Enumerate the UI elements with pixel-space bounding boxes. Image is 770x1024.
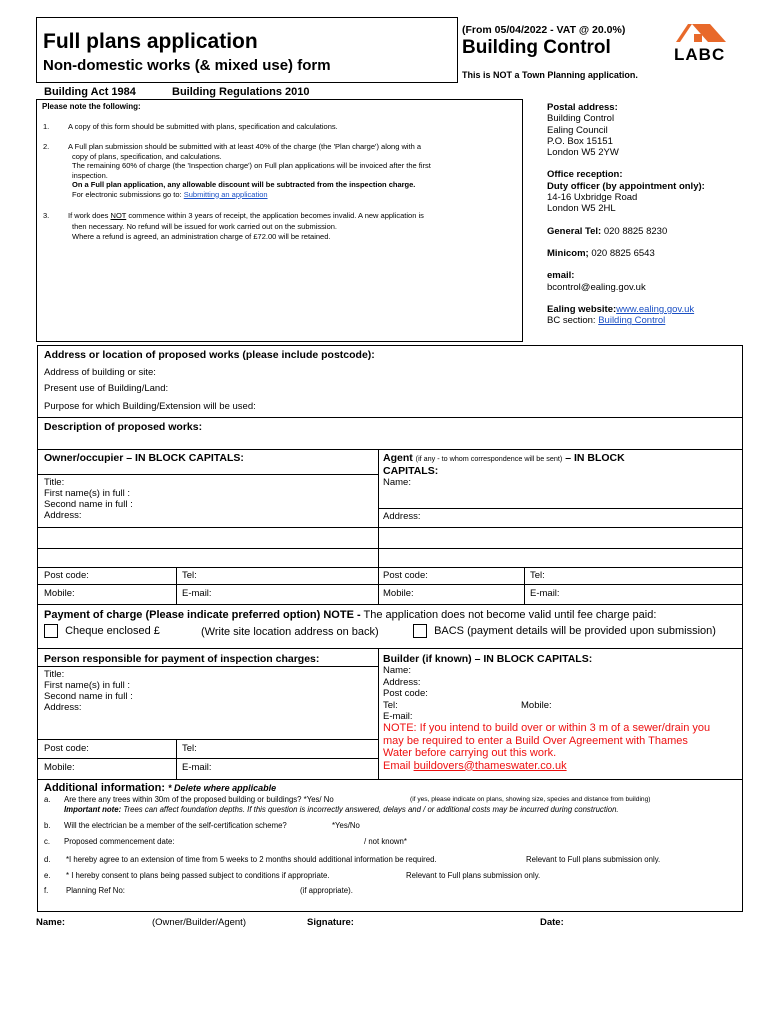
agent-heading-a: Agent [383, 452, 413, 464]
minicom-label: Minicom; [547, 247, 589, 259]
question-d-label: d. [44, 855, 51, 864]
warning-line: may be required to enter a Build Over Agreement with Thames [383, 734, 688, 747]
bc-section [547, 315, 747, 326]
site-address-field[interactable]: Address of building or site: [44, 367, 156, 378]
note-2-line4: inspection. [72, 170, 108, 180]
builder-email-field[interactable]: E-mail: [383, 711, 413, 722]
question-c-options[interactable]: / not known* [364, 837, 407, 846]
note-3-line3: Where a refund is agreed, an administration charge of £72.00 will be retained. [72, 232, 331, 241]
cheque-option[interactable] [44, 624, 160, 638]
note-2-line3: The remaining 60% of charge (the 'Inspection charge') on Full plan applications will be invoiced after the first [72, 161, 431, 170]
question-a-label: a. [44, 795, 51, 804]
note-3-num: 3. [43, 211, 50, 220]
warning-line: NOTE: If you intend to build over or within 3 m of a sewer/drain you [383, 722, 711, 734]
website-link[interactable]: www.ealing.gov.uk [616, 303, 695, 315]
note-2-electronic-text: For electronic submissions go to: [72, 189, 182, 199]
labc-logo [672, 20, 734, 64]
agent-email-field[interactable]: E-mail: [530, 588, 560, 599]
tel-label: General Tel: [547, 225, 602, 237]
agent-tel-field[interactable]: Tel: [530, 570, 545, 581]
owner-title-field[interactable]: Title: [44, 477, 65, 488]
general-tel [547, 226, 747, 237]
bc-section-label: BC section: [547, 315, 596, 327]
office-heading: Office reception: [547, 169, 623, 181]
contact-panel [547, 102, 747, 326]
owner-first-name-field[interactable]: First name(s) in full : [44, 488, 131, 499]
note-3-line1 [68, 211, 518, 222]
postal-line: London W5 2YW [547, 147, 619, 159]
postal-heading: Postal address: [547, 102, 618, 113]
question-e-label: e. [44, 871, 51, 880]
form-title: Full plans application [43, 30, 258, 53]
builder-postcode-field[interactable]: Post code: [383, 688, 428, 699]
owner-address-field[interactable]: Address: [44, 510, 82, 521]
agent-name-field[interactable]: Name: [383, 477, 411, 488]
warning-line: Water before carrying out this work. [383, 747, 557, 759]
building-regs: Building Regulations 2010 [172, 86, 310, 98]
payment-heading [44, 609, 656, 621]
sewer-warning [383, 722, 741, 772]
purpose-field[interactable]: Purpose for which Building/Extension will be used: [44, 401, 256, 412]
duty-heading: Duty officer (by appointment only): [547, 180, 705, 192]
notes-heading: Please note the following: [42, 102, 141, 111]
postal-line: Building Control [547, 113, 615, 125]
footer-signature-field[interactable]: Signature: [307, 917, 354, 928]
note-2-line2: copy of plans, specification, and calculations. [72, 151, 222, 161]
bacs-checkbox[interactable] [413, 624, 427, 638]
builder-details [383, 665, 738, 723]
additional-heading [44, 782, 276, 794]
question-c-text: Proposed commencement date: [64, 837, 175, 846]
cheque-label: Cheque enclosed £ [65, 624, 160, 637]
owner-mobile-field[interactable]: Mobile: [44, 588, 75, 599]
divider [524, 567, 525, 604]
department-title: Building Control [462, 37, 611, 58]
divider [37, 584, 743, 585]
footer-date-field[interactable]: Date: [540, 917, 564, 928]
responsible-title-field[interactable]: Title: [44, 669, 65, 680]
owner-email-field[interactable]: E-mail: [182, 588, 212, 599]
question-a-note: (if yes, please indicate on plans, showing size, species and distance from building) [410, 796, 651, 803]
email-value: bcontrol@ealing.gov.uk [547, 281, 646, 293]
builder-mobile-field[interactable]: Mobile: [521, 699, 552, 711]
question-a-important [64, 805, 619, 814]
question-c-label: c. [44, 837, 51, 846]
postal-line: P.O. Box 15151 [547, 135, 613, 147]
question-f-note: (if appropriate). [300, 886, 353, 895]
payment-note-text: The application does not become valid until fee charge paid: [363, 609, 657, 621]
thames-water-email-link[interactable]: buildovers@thameswater.co.uk [413, 759, 567, 772]
builder-tel-field[interactable]: Tel: [383, 699, 398, 711]
divider [37, 567, 743, 568]
additional-heading-note: * Delete where applicable [168, 783, 277, 793]
question-e-text[interactable]: * I hereby consent to plans being passed subject to conditions if appropriate. [66, 871, 330, 880]
responsible-tel-field[interactable]: Tel: [182, 743, 197, 754]
form-subtitle: Non-domestic works (& mixed use) form [43, 57, 331, 74]
divider [37, 474, 378, 475]
builder-address-field[interactable]: Address: [383, 676, 421, 688]
agent-heading-note: (if any - to whom correspondence will be sent) [415, 454, 563, 463]
builder-name-field[interactable]: Name: [383, 665, 411, 676]
cheque-note: (Write site location address on back) [201, 626, 379, 638]
owner-postcode-field[interactable]: Post code: [44, 570, 89, 581]
responsible-details [44, 669, 133, 713]
website [547, 304, 747, 315]
note-1-num: 1. [43, 122, 50, 131]
agent-address-field[interactable]: Address: [383, 511, 421, 522]
divider [378, 508, 743, 509]
payment-note-label: NOTE - [323, 609, 361, 621]
minicom [547, 248, 747, 259]
agent-mobile-field[interactable]: Mobile: [383, 588, 414, 599]
note-1-text: A copy of this form should be submitted with plans, specification and calculations. [68, 122, 338, 131]
website-label: Ealing website: [547, 303, 617, 315]
email-label: email: [547, 270, 575, 282]
planning-ref-field[interactable]: Planning Ref No: [66, 886, 125, 895]
important-label: Important note: [64, 805, 122, 814]
office-line: 14-16 Uxbridge Road [547, 192, 638, 204]
divider [37, 604, 743, 605]
note-3-line1-b: commence within 3 years of receipt, the application becomes invalid. A new application is [126, 211, 424, 220]
note-2-line1: A Full plan submission should be submitted with at least 40% of the charge (the 'Plan charge') along with a [68, 142, 422, 151]
divider [37, 417, 743, 418]
question-b-label: b. [44, 821, 51, 830]
bacs-option[interactable] [413, 624, 716, 638]
divider [37, 666, 378, 667]
present-use-field[interactable]: Present use of Building/Land: [44, 383, 169, 394]
note-2-electronic [68, 190, 518, 200]
divider [37, 449, 743, 450]
question-d-note: Relevant to Full plans submission only. [526, 855, 661, 864]
warning-email [383, 760, 741, 773]
question-b-text: Will the electrician be a member of the self-certification scheme? [64, 821, 287, 830]
building-act: Building Act 1984 [44, 86, 136, 98]
question-f-label: f. [44, 886, 49, 895]
owner-second-name-field[interactable]: Second name in full : [44, 499, 133, 510]
question-d-text[interactable]: *I hereby agree to an extension of time from 5 weeks to 2 months should additional information be required. [66, 855, 437, 864]
tel-value: 020 8825 8230 [603, 225, 668, 237]
divider [37, 648, 743, 649]
responsible-address-field[interactable]: Address: [44, 702, 82, 713]
responsible-first-name-field[interactable]: First name(s) in full : [44, 680, 131, 691]
owner-details [44, 477, 133, 521]
divider [37, 739, 378, 740]
note-3-not: NOT [110, 211, 127, 220]
payment-heading-text: Payment of charge (Please indicate preferred option) [44, 609, 321, 621]
note-2-discount: On a Full plan application, any allowable discount will be subtracted from the inspection charge. [72, 180, 416, 189]
submitting-application-link[interactable]: Submitting an application [183, 189, 268, 199]
additional-heading-text: Additional information: [44, 782, 165, 794]
question-b-options[interactable]: *Yes/No [332, 821, 360, 830]
not-planning-note: This is NOT a Town Planning application. [462, 70, 638, 80]
agent-heading [383, 452, 723, 477]
responsible-heading: Person responsible for payment of inspection charges: [44, 653, 320, 665]
responsible-mobile-field[interactable]: Mobile: [44, 762, 75, 773]
logo-text: LABC [674, 45, 726, 64]
question-e-note: Relevant to Full plans submission only. [406, 871, 541, 880]
responsible-email-field[interactable]: E-mail: [182, 762, 212, 773]
description-field[interactable]: Description of proposed works: [44, 421, 203, 433]
cheque-checkbox[interactable] [44, 624, 58, 638]
divider [37, 758, 378, 759]
divider [176, 567, 177, 604]
responsible-postcode-field[interactable]: Post code: [44, 743, 89, 754]
address-heading: Address or location of proposed works (please include postcode): [44, 349, 375, 361]
warning-email-prefix: Email [383, 759, 411, 772]
bacs-label: BACS (payment details will be provided upon submission) [434, 624, 716, 637]
question-a-text[interactable]: Are there any trees within 30m of the proposed building or buildings? *Yes/ No [64, 795, 334, 804]
bc-section-link[interactable]: Building Control [598, 315, 666, 327]
agent-postcode-field[interactable]: Post code: [383, 570, 428, 581]
divider [37, 779, 743, 780]
note-2-num: 2. [43, 142, 50, 151]
footer-name-field[interactable]: Name: [36, 917, 66, 928]
vat-note: (From 05/04/2022 - VAT @ 20.0%) [462, 24, 626, 36]
builder-heading: Builder (if known) – IN BLOCK CAPITALS: [383, 653, 593, 665]
responsible-second-name-field[interactable]: Second name in full : [44, 691, 133, 702]
agent-heading-c: CAPITALS: [383, 465, 439, 477]
owner-tel-field[interactable]: Tel: [182, 570, 197, 581]
footer-role: (Owner/Builder/Agent) [152, 917, 246, 928]
agent-heading-b: – IN BLOCK [565, 452, 625, 464]
important-text: Trees can affect foundation depths. If this question is incorrectly answered, delays and / or additional costs may be incurred during construction. [123, 805, 619, 814]
divider [176, 739, 177, 779]
minicom-value: 020 8825 6543 [591, 247, 655, 259]
note-3-line2: then necessary. No refund will be issued for work carried out on the submission. [72, 221, 337, 231]
divider [378, 648, 379, 779]
note-3-line1-a: If work does [68, 211, 111, 220]
divider [37, 527, 743, 528]
postal-line: Ealing Council [547, 124, 608, 136]
owner-heading: Owner/occupier – IN BLOCK CAPITALS: [44, 452, 244, 464]
divider [37, 548, 743, 549]
office-line: London W5 2HL [547, 203, 616, 215]
